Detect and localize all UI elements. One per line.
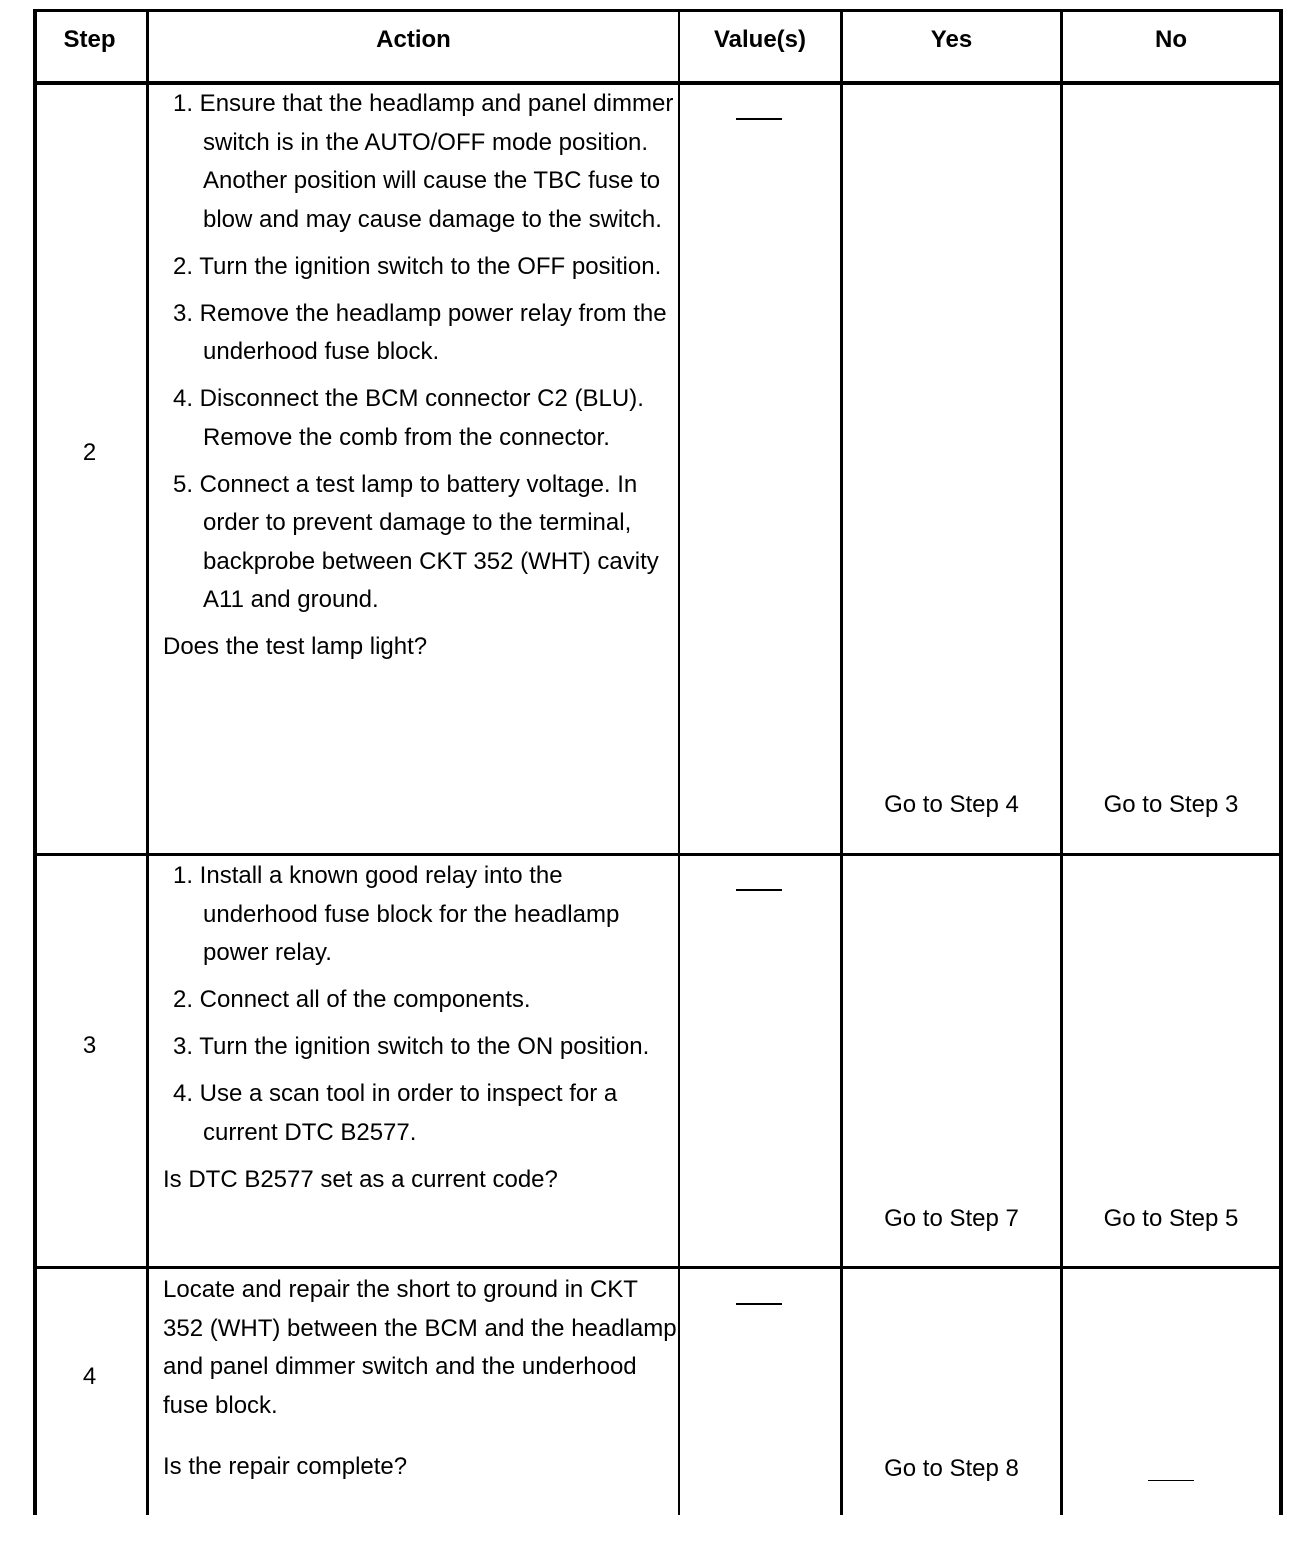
- action-item: 1. Install a known good relay into the underhood fuse block for the headlamp power relay.: [173, 862, 620, 966]
- yes-outcome: Go to Step 4: [884, 791, 1019, 818]
- step-action: [163, 857, 678, 1199]
- action-item: 2. Connect all of the components.: [173, 986, 531, 1013]
- action-item: 4. Use a scan tool in order to inspect for a current DTC B2577.: [173, 1080, 618, 1146]
- value-empty-dash: [736, 118, 782, 120]
- column-divider: [146, 9, 149, 1515]
- action-list: [163, 857, 678, 1152]
- table-border-top: [33, 9, 1283, 12]
- action-list: [163, 85, 678, 620]
- action-text: Locate and repair the short to ground in CKT 352 (WHT) between the BCM and the headlamp and panel dimmer switch and the underhood fuse block.: [163, 1276, 677, 1419]
- header-yes: Yes: [930, 26, 973, 53]
- column-divider: [840, 9, 843, 1515]
- row-divider: [33, 1266, 1283, 1269]
- action-item: 2. Turn the ignition switch to the OFF position.: [173, 252, 662, 280]
- header-action: Action: [376, 26, 451, 53]
- step-number: 2: [82, 439, 97, 466]
- no-empty-dash: [1148, 1480, 1194, 1481]
- action-item: 3. Turn the ignition switch to the ON position.: [173, 1033, 650, 1060]
- step-action: [163, 85, 678, 667]
- step-number: 4: [82, 1363, 97, 1390]
- column-divider: [1060, 9, 1063, 1515]
- header-step: Step: [63, 26, 116, 53]
- value-empty-dash: [736, 889, 782, 891]
- action-item: 5. Connect a test lamp to battery voltage. In order to prevent damage to the terminal, backprobe between CKT 352 (WHT) cavity A11 and ground.: [173, 470, 659, 613]
- table-border-left: [33, 9, 37, 1515]
- action-question: Is the repair complete?: [163, 1453, 408, 1480]
- header-no: No: [1155, 26, 1187, 53]
- column-divider: [678, 9, 680, 1515]
- table-border-right: [1279, 9, 1283, 1515]
- yes-outcome: Go to Step 8: [884, 1455, 1019, 1482]
- action-item: 4. Disconnect the BCM connector C2 (BLU). Remove the comb from the connector.: [173, 385, 644, 451]
- yes-outcome: Go to Step 7: [884, 1205, 1019, 1232]
- action-question: Is DTC B2577 set as a current code?: [163, 1165, 558, 1193]
- action-item: 1. Ensure that the headlamp and panel dimmer switch is in the AUTO/OFF mode position. Another position will cause the TBC fuse to blow and may cause damage to the switch.: [173, 90, 674, 233]
- step-number: 3: [82, 1032, 97, 1059]
- action-item: 3. Remove the headlamp power relay from the underhood fuse block.: [173, 299, 667, 365]
- step-action: [163, 1271, 678, 1487]
- header-values: Value(s): [713, 26, 807, 53]
- no-outcome: Go to Step 5: [1103, 1205, 1239, 1232]
- action-question: Does the test lamp light?: [163, 633, 428, 660]
- value-empty-dash: [736, 1303, 782, 1305]
- no-outcome: Go to Step 3: [1103, 791, 1239, 818]
- diagnostic-table: [33, 9, 1283, 1515]
- row-divider: [33, 853, 1283, 856]
